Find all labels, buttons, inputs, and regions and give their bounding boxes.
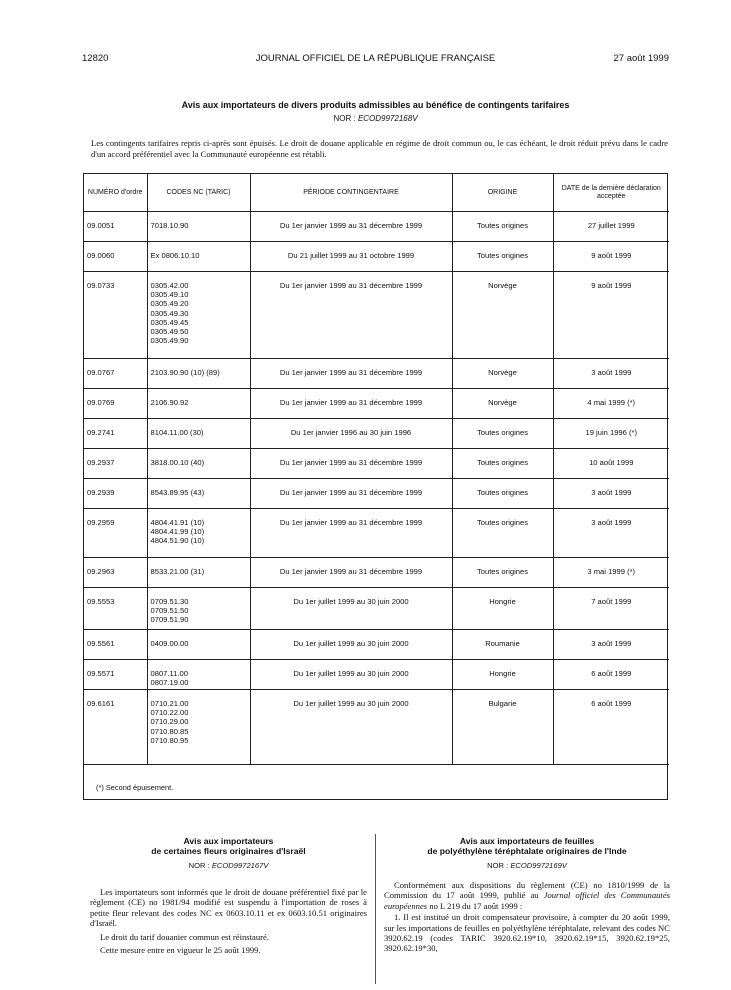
- code-line: 0807.19.00: [150, 678, 189, 688]
- cell-codes: [147, 212, 250, 242]
- table-header-row: [84, 174, 669, 212]
- table-row: [84, 389, 669, 419]
- cell-periode: Du 1er janvier 1999 au 31 décembre 1999: [250, 359, 452, 389]
- cell-date: 6 août 1999: [553, 690, 669, 765]
- cell-date: 3 août 1999: [553, 359, 669, 389]
- table-row: [84, 359, 669, 389]
- cell-numero: 09.0767: [84, 359, 147, 389]
- code-line: 0710.21.00: [150, 699, 189, 708]
- header-date: DATE de la dernière déclaration acceptée: [553, 174, 669, 212]
- cell-codes: [147, 630, 250, 660]
- code-line: 0710.29.00: [150, 717, 189, 727]
- table-row: [84, 630, 669, 660]
- code-line: 2103.90.90 (10) (89): [150, 368, 220, 377]
- table-row: [84, 272, 669, 359]
- cell-periode: Du 1er juillet 1999 au 30 juin 2000: [250, 630, 452, 660]
- right-notice-title-line2: de polyéthylène téréphtalate originaires de l'Inde: [427, 846, 627, 856]
- quota-table-grid: [84, 174, 669, 765]
- cell-date: 4 mai 1999 (*): [553, 389, 669, 419]
- cell-numero: 09.5571: [84, 660, 147, 690]
- header-origine: ORIGINE: [452, 174, 553, 212]
- cell-periode: Du 1er janvier 1999 au 31 décembre 1999: [250, 449, 452, 479]
- cell-date: 3 août 1999: [553, 509, 669, 558]
- cell-numero: 09.2963: [84, 558, 147, 588]
- header-periode: PÉRIODE CONTINGENTAIRE: [250, 174, 452, 212]
- cell-date: 9 août 1999: [553, 272, 669, 359]
- cell-origine: Hongrie: [452, 588, 553, 630]
- cell-origine: Bulgarie: [452, 690, 553, 765]
- cell-origine: Roumanie: [452, 630, 553, 660]
- cell-numero: 09.6161: [84, 690, 147, 765]
- cell-origine: Hongrie: [452, 660, 553, 690]
- notice-intro: Les contingents tarifaires repris ci-après sont épuisés. Le droit de douane applicable en régime de droit commun ou, le cas échéant, le droit réduit prévu dans le cadre d'un accord préférentiel avec la Communauté européenne est rétabli.: [91, 138, 668, 159]
- cell-origine: Toutes origines: [452, 242, 553, 272]
- cell-origine: Toutes origines: [452, 212, 553, 242]
- table-row: [84, 558, 669, 588]
- notice-nor: [82, 114, 669, 123]
- page-header: [82, 53, 669, 67]
- cell-numero: 09.2937: [84, 449, 147, 479]
- table-row: [84, 588, 669, 630]
- cell-numero: 09.0769: [84, 389, 147, 419]
- table-row: [84, 660, 669, 690]
- column-divider: [375, 834, 376, 984]
- cell-date: 27 juillet 1999: [553, 212, 669, 242]
- cell-periode: Du 21 juillet 1999 au 31 octobre 1999: [250, 242, 452, 272]
- cell-codes: [147, 690, 250, 765]
- code-line: 0305.49.90: [150, 336, 189, 346]
- cell-codes: [147, 660, 250, 690]
- right-notice-nor: [384, 861, 670, 870]
- code-line: 4804.41.99 (10): [150, 527, 205, 537]
- nor-code: ECOD9972167V: [211, 861, 269, 870]
- cell-periode: Du 1er janvier 1999 au 31 décembre 1999: [250, 509, 452, 558]
- header-codes: CODES NC (TARIC): [147, 174, 250, 212]
- notice-title: Avis aux importateurs de divers produits admissibles au bénéfice de contingents tarifaires: [181, 100, 570, 110]
- left-notice: [90, 836, 367, 955]
- cell-numero: 09.0060: [84, 242, 147, 272]
- cell-codes: [147, 588, 250, 630]
- cell-numero: 09.2939: [84, 479, 147, 509]
- table-row: [84, 212, 669, 242]
- code-line: 3818.00.10 (40): [150, 458, 205, 467]
- left-notice-paragraph-2: Le droit du tarif douanier commun est réinstauré.: [100, 931, 269, 942]
- table-row: [84, 242, 669, 272]
- cell-origine: Toutes origines: [452, 419, 553, 449]
- left-notice-title-line2: de certaines fleurs originaires d'Israël: [151, 846, 306, 856]
- right-notice-title-line1: Avis aux importateurs de feuilles: [459, 836, 595, 846]
- header-numero: NUMÉRO d'ordre: [84, 174, 147, 212]
- right-notice-paragraph-1: [384, 880, 670, 911]
- cell-numero: 09.0733: [84, 272, 147, 359]
- table-row: [84, 419, 669, 449]
- cell-numero: 09.5553: [84, 588, 147, 630]
- cell-numero: 09.0051: [84, 212, 147, 242]
- cell-periode: Du 1er janvier 1999 au 31 décembre 1999: [250, 272, 452, 359]
- left-notice-title-line1: Avis aux importateurs: [183, 836, 274, 846]
- code-line: 2106.90.92: [150, 398, 189, 407]
- code-line: 0305.49.10: [150, 290, 189, 300]
- issue-date: 27 août 1999: [613, 53, 669, 64]
- code-line: 0305.42.00: [150, 281, 189, 290]
- table-footnote: (*) Second épuisement.: [96, 783, 174, 792]
- cell-codes: [147, 479, 250, 509]
- table-body: [84, 212, 669, 765]
- right-notice-paragraph-2: 1. Il est institué un droit compensateur provisoire, à compter du 20 août 1999, sur les importations de feuilles en polyéthylène téréphtalate, relevant des codes NC 3920.62.19 (codes TARIC 3920.62.19*10, 3920.62.19*15, 3920.62.19*25, 3920.62.19*30,: [384, 912, 670, 954]
- code-line: 4804.51.90 (10): [150, 536, 205, 546]
- cell-codes: [147, 389, 250, 419]
- cell-codes: [147, 242, 250, 272]
- cell-origine: Toutes origines: [452, 449, 553, 479]
- cell-origine: Toutes origines: [452, 558, 553, 588]
- nor-label: NOR :: [188, 861, 210, 870]
- code-line: Ex 0806.10.10: [150, 251, 200, 260]
- cell-codes: [147, 359, 250, 389]
- cell-date: 19 juin 1996 (*): [553, 419, 669, 449]
- cell-periode: Du 1er juillet 1999 au 30 juin 2000: [250, 588, 452, 630]
- cell-origine: Norvège: [452, 389, 553, 419]
- page-number: 12820: [82, 53, 109, 64]
- cell-codes: [147, 272, 250, 359]
- code-line: 0710.80.85: [150, 726, 189, 736]
- quota-table: [83, 173, 668, 800]
- cell-periode: Du 1er juillet 1999 au 30 juin 2000: [250, 660, 452, 690]
- cell-codes: [147, 558, 250, 588]
- code-line: 8104.11.00 (30): [150, 428, 204, 437]
- cell-codes: [147, 449, 250, 479]
- cell-periode: Du 1er janvier 1999 au 31 décembre 1999: [250, 479, 452, 509]
- code-line: 7018.10.90: [150, 221, 189, 230]
- cell-date: 3 août 1999: [553, 479, 669, 509]
- cell-periode: Du 1er janvier 1999 au 31 décembre 1999: [250, 558, 452, 588]
- cell-codes: [147, 509, 250, 558]
- cell-date: 6 août 1999: [553, 660, 669, 690]
- cell-numero: 09.2741: [84, 419, 147, 449]
- code-line: 0710.80.95: [150, 735, 189, 745]
- code-line: 0709.51.90: [150, 615, 189, 625]
- left-notice-paragraph-3: Cette mesure entre en vigueur le 25 août 1999.: [100, 945, 261, 956]
- cell-date: 7 août 1999: [553, 588, 669, 630]
- left-notice-paragraph-1: Les importateurs sont informés que le droit de douane préférentiel fixé par le règlement (CE) no 1981/94 modifié est suspendu à l'importation de roses à petite fleur relevant des codes NC ex 0603.10.11 et ex 0603.10.51 originaires d'Israël.: [90, 887, 367, 929]
- cell-date: 3 mai 1999 (*): [553, 558, 669, 588]
- code-line: 0709.51.30: [150, 597, 189, 606]
- cell-origine: Norvège: [452, 359, 553, 389]
- nor-code: ECOD9972169V: [510, 861, 567, 870]
- journal-title: JOURNAL OFFICIEL DE LA RÉPUBLIQUE FRANÇAISE: [255, 53, 496, 64]
- cell-codes: [147, 419, 250, 449]
- right-notice: [384, 836, 670, 954]
- cell-numero: 09.2959: [84, 509, 147, 558]
- cell-periode: Du 1er juillet 1999 au 30 juin 2000: [250, 690, 452, 765]
- code-line: 0305.49.20: [150, 299, 189, 309]
- code-line: 0409.00.00: [150, 639, 189, 648]
- cell-periode: Du 1er janvier 1999 au 31 décembre 1999: [250, 212, 452, 242]
- nor-label: NOR :: [487, 861, 509, 870]
- code-line: 0807.11.00: [150, 669, 188, 678]
- table-row: [84, 509, 669, 558]
- code-line: 8543.89.95 (43): [150, 488, 205, 497]
- code-line: 0305.49.45: [150, 317, 189, 327]
- code-line: 4804.41.91 (10): [150, 518, 205, 527]
- code-line: 0709.51.50: [150, 606, 189, 616]
- left-notice-nor: [90, 861, 367, 870]
- cell-date: 10 août 1999: [553, 449, 669, 479]
- code-line: 0305.49.30: [150, 308, 189, 318]
- cell-date: 3 août 1999: [553, 630, 669, 660]
- right-notice-p1-text-a: Conformément aux dispositions du règlement (CE) no 1810/1999 de la Commission du 17 août 1999, publié au: [384, 880, 670, 901]
- code-line: 0305.49.50: [150, 327, 189, 337]
- nor-label: NOR :: [333, 114, 356, 123]
- right-notice-p1-journal: Journal officiel des Communautés européennes: [384, 890, 670, 911]
- cell-periode: Du 1er janvier 1999 au 31 décembre 1999: [250, 389, 452, 419]
- cell-origine: Toutes origines: [452, 479, 553, 509]
- code-line: 8533.21.00 (31): [150, 567, 205, 576]
- table-row: [84, 690, 669, 765]
- cell-date: 9 août 1999: [553, 242, 669, 272]
- code-line: 0710.22.00: [150, 708, 189, 718]
- cell-periode: Du 1er janvier 1996 au 30 juin 1996: [250, 419, 452, 449]
- cell-origine: Toutes origines: [452, 509, 553, 558]
- right-notice-p1-text-b: no L 219 du 17 août 1999 :: [429, 900, 523, 911]
- table-row: [84, 449, 669, 479]
- cell-origine: Norvège: [452, 272, 553, 359]
- table-row: [84, 479, 669, 509]
- cell-numero: 09.5561: [84, 630, 147, 660]
- nor-code: ECOD9972168V: [357, 114, 418, 123]
